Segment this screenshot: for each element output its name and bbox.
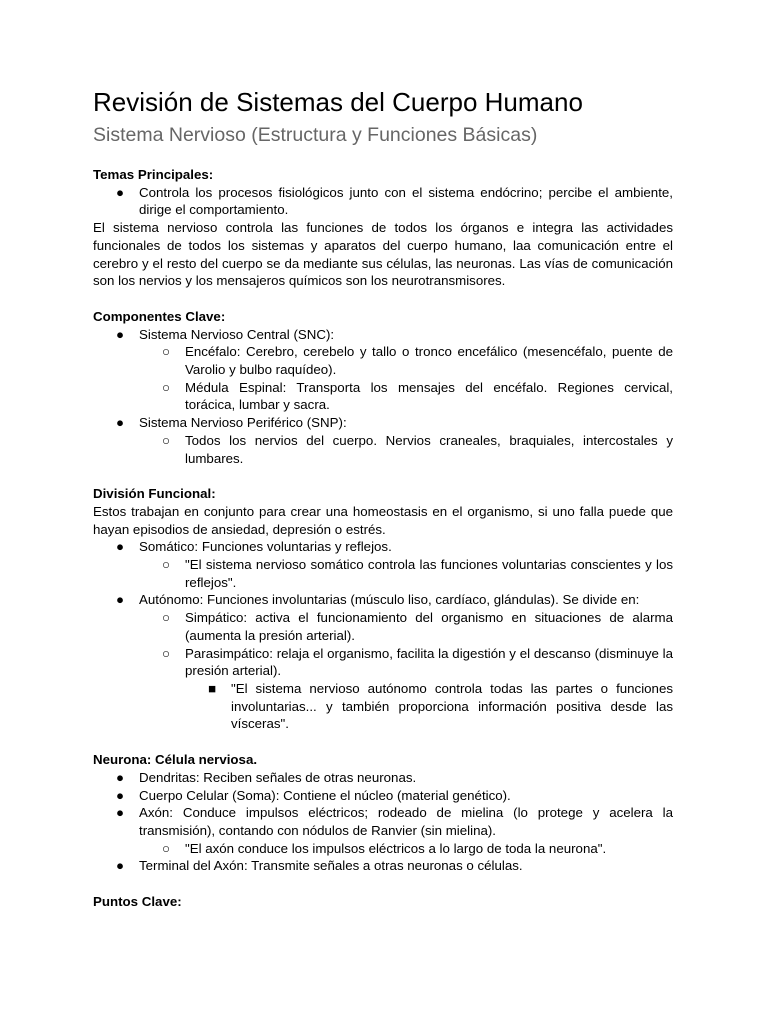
section-division: [93, 485, 673, 733]
heading-puntos: Puntos Clave:: [93, 894, 182, 910]
bullet-icon: ●: [115, 858, 125, 874]
sublist: [139, 432, 673, 467]
list-item-text: "El axón conduce los impulsos eléctricos a lo largo de toda la neurona".: [185, 840, 607, 856]
list-item-text: Controla los procesos fisiológicos junto con el sistema endócrino; percibe el ambiente, dirige el comportamiento.: [139, 184, 673, 218]
sublist: [139, 840, 673, 858]
list-item-text: Axón: Conduce impulsos eléctricos; rodeado de mielina (lo protege y acelera la transmisión), contando con nódulos de Ranvier (sin mielina).: [139, 805, 673, 838]
list-item: [139, 432, 673, 467]
list-item-text: Simpático: activa el funcionamiento del organismo en situaciones de alarma (aumenta la presión arterial).: [185, 610, 673, 643]
circle-bullet-icon: ○: [161, 432, 171, 448]
section-temas: [93, 166, 673, 290]
division-paragraph: Estos trabajan en conjunto para crear una homeostasis en el organismo, si uno falla puede que hayan episodios de ansiedad, depresión o estrés.: [93, 503, 673, 537]
componentes-list: [93, 326, 673, 468]
bullet-icon: ●: [115, 184, 125, 200]
sublist: [139, 343, 673, 414]
list-item: [93, 804, 673, 857]
document-title: Revisión de Sistemas del Cuerpo Humano: [93, 87, 583, 117]
bullet-icon: ●: [115, 787, 125, 803]
list-item-text: Autónomo: Funciones involuntarias (músculo liso, cardíaco, glándulas). Se divide en:: [139, 592, 640, 608]
list-item: [93, 787, 673, 805]
list-item-text: Médula Espinal: Transporta los mensajes del encéfalo. Regiones cervical, torácica, lumbar y sacra.: [185, 379, 673, 413]
list-item: [93, 857, 673, 875]
neurona-list: [93, 769, 673, 875]
temas-paragraph: El sistema nervioso controla las funciones de todos los órganos e integra las actividades funcionales de todos los sistemas y aparatos del cuerpo humano, laa comunicación entre el cerebro y el resto del cuerpo se da mediante sus células, las neuronas. Las vías de comunicación son los nervios y los mensajeros químicos son los neurotransmisores.: [93, 220, 673, 289]
document-page: [93, 84, 673, 911]
list-item: [185, 680, 673, 733]
sublist: [139, 556, 673, 591]
list-item: [139, 379, 673, 414]
square-bullet-icon: ■: [207, 680, 217, 696]
list-item: [139, 609, 673, 644]
list-item: [139, 343, 673, 378]
bullet-icon: ●: [115, 592, 125, 608]
list-item: [93, 326, 673, 415]
heading-division: División Funcional:: [93, 486, 216, 502]
list-item-text: "El sistema nervioso somático controla las funciones voluntarias conscientes y los reflejos".: [185, 557, 673, 590]
heading-componentes: Componentes Clave:: [93, 308, 226, 324]
section-puntos: [93, 893, 673, 911]
circle-bullet-icon: ○: [161, 645, 171, 661]
list-item-text: "El sistema nervioso autónomo controla todas las partes o funciones involuntarias... y también proporciona información positiva desde las vísceras".: [231, 680, 673, 732]
list-item-text: Dendritas: Reciben señales de otras neuronas.: [139, 769, 417, 785]
list-item: [139, 645, 673, 734]
list-item-text: Parasimpático: relaja el organismo, facilita la digestión y el descanso (disminuye la presión arterial).: [185, 645, 673, 679]
list-item-text: Sistema Nervioso Central (SNC):: [139, 326, 335, 342]
circle-bullet-icon: ○: [161, 840, 171, 856]
temas-list: [93, 184, 673, 219]
list-item: [93, 184, 673, 219]
bullet-icon: ●: [115, 415, 125, 431]
section-componentes: [93, 308, 673, 467]
list-item: [139, 556, 673, 591]
circle-bullet-icon: ○: [161, 344, 171, 360]
list-item: [93, 538, 673, 591]
section-neurona: [93, 751, 673, 875]
list-item-text: Sistema Nervioso Periférico (SNP):: [139, 415, 347, 431]
list-item: [93, 769, 673, 787]
circle-bullet-icon: ○: [161, 557, 171, 573]
list-item-text: Somático: Funciones voluntarias y reflejos.: [139, 539, 392, 555]
sublist: [185, 680, 673, 733]
bullet-icon: ●: [115, 805, 125, 821]
bullet-icon: ●: [115, 326, 125, 342]
list-item: [93, 414, 673, 467]
list-item-text: Cuerpo Celular (Soma): Contiene el núcleo (material genético).: [139, 787, 511, 803]
bullet-icon: ●: [115, 769, 125, 785]
document-subtitle: Sistema Nervioso (Estructura y Funciones Básicas): [93, 124, 538, 146]
circle-bullet-icon: ○: [161, 379, 171, 395]
circle-bullet-icon: ○: [161, 610, 171, 626]
list-item: [93, 591, 673, 733]
list-item: [139, 840, 673, 858]
heading-neurona: Neurona: Célula nerviosa.: [93, 752, 258, 768]
list-item-text: Terminal del Axón: Transmite señales a otras neuronas o células.: [139, 858, 523, 874]
heading-temas: Temas Principales:: [93, 167, 214, 182]
list-item-text: Encéfalo: Cerebro, cerebelo y tallo o tronco encefálico (mesencéfalo, puente de Varolio y bulbo raquídeo).: [185, 344, 673, 378]
sublist: [139, 609, 673, 733]
division-list: [93, 538, 673, 733]
list-item-text: Todos los nervios del cuerpo. Nervios craneales, braquiales, intercostales y lumbares.: [185, 432, 673, 466]
bullet-icon: ●: [115, 539, 125, 555]
